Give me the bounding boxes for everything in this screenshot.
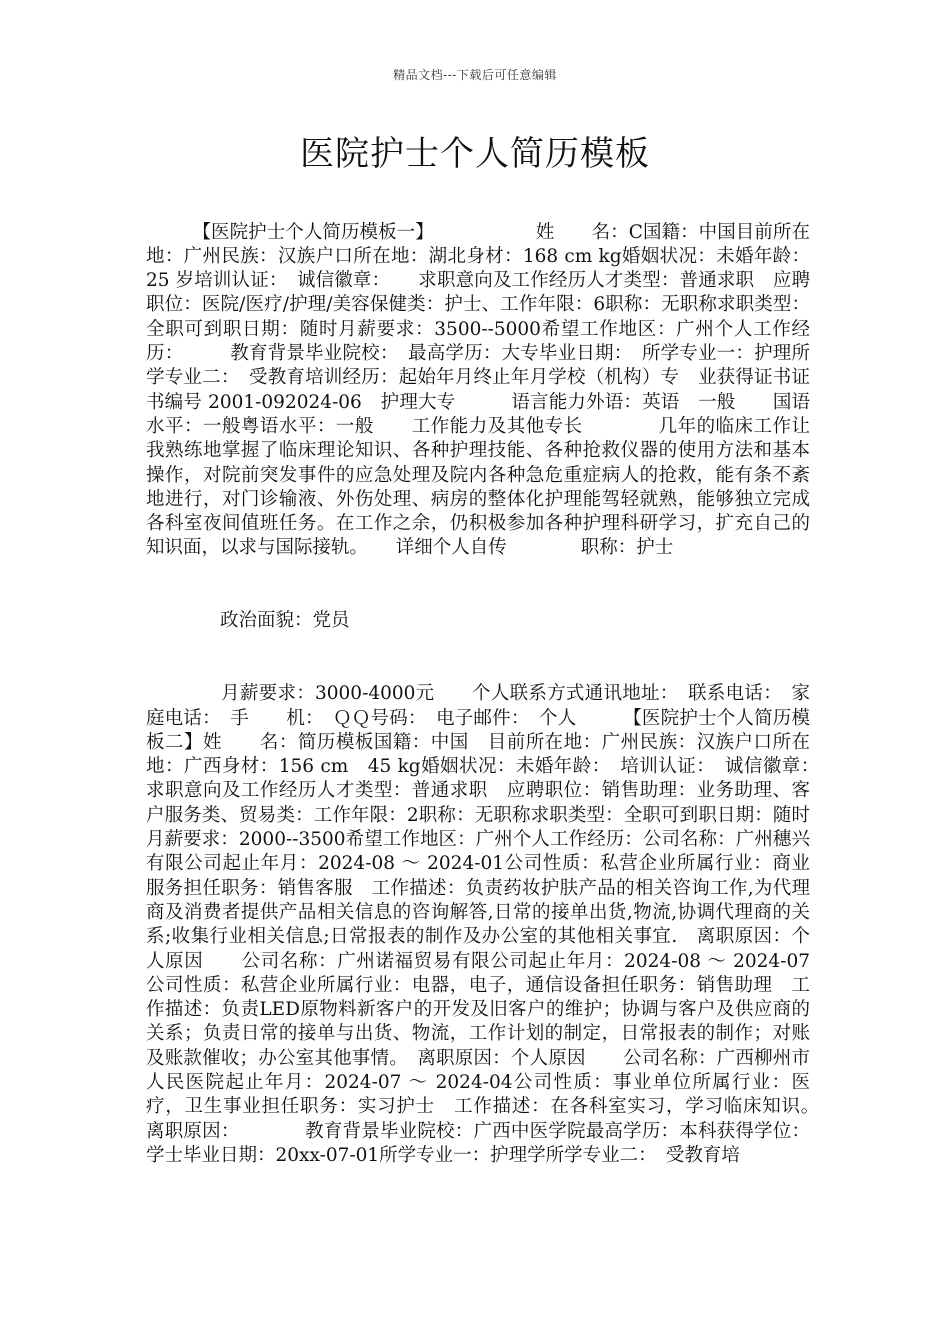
header-note: 精品文档---下载后可任意编辑 [393,68,557,82]
body-paragraph: 政治面貌：党员 [146,610,350,632]
body-paragraph: 月薪要求：3000-4000元 个人联系方式通讯地址： 联系电话： 家庭电话： 手 机： ＱＱ号码： 电子邮件： 个人 【医院护士个人简历模板二】姓 名：简历模板国籍：中国 目前所在地：广州民族：汉族户口所在地：广西身材：156 cm 45 kg婚姻状况：未婚年龄： 培训认证： 诚信徽章： 求职意向及工作经历人才类型：普通求职 应聘职位：销售助理：业务助理、客户服务类、贸易类：工作年限：2职称：无职称求职类型：全职可到职日期：随时月薪要求：2000--3500希望工作地区：广州个人工作经历：公司名称：广州穗兴有限公司起止年月：2024-08 ～ 2024-01公司性质：私营企业所属行业：商业服务担任职务：销售客服 工作描述：负责药妆护肤产品的相关咨询工作,为代理商及消费者提供产品相关信息的咨询解答,日常的接单出货,物流,协调代理商的关系;收集行业相关信息;日常报表的制作及办公室的其他相关事宜. 离职原因：个人原因 公司名称：广州诺福贸易有限公司起止年月：2024-08 ～ 2024-07公司性质：私营企业所属行业：电器，电子，通信设备担任职务：销售助理 工作描述：负责LED原物料新客户的开发及旧客户的维护；协调与客户及供应商的关系；负责日常的接单与出货、物流，工作计划的制定，日常报表的制作；对账及账款催收；办公室其他事情。 离职原因：个人原因 公司名称：广西柳州市人民医院起止年月：2024-07 ～ 2024-04公司性质：事业单位所属行业：医疗，卫生事业担任职务：实习护士 工作描述：在各科室实习，学习临床知识。 离职原因： 教育背景毕业院校：广西中医学院最高学历：本科获得学位：学士毕业日期：20xx-07-01所学专业一：护理学所学专业二： 受教育培 [146,683,829,1166]
body-paragraph: 【医院护士个人简历模板一】 姓 名：C国籍：中国目前所在地：广州民族：汉族户口所在地：湖北身材：168 cm kg婚姻状况：未婚年龄：25 岁培训认证： 诚信徽章： 求职意向及工作经历人才类型：普通求职 应聘职位：医院/医疗/护理/美容保健类：护士、工作年限：6职称：无职称求职类型：全职可到职日期：随时月薪要求：3500--5000希望工作地区：广州个人工作经历： 教育背景毕业院校： 最高学历：大专毕业日期： 所学专业一：护理所学专业二： 受教育培训经历：起始年月终止年月学校（机构）专 业获得证书证书编号 2001-092024-06 护理大专 语言能力外语：英语 一般 国语水平：一般粤语水平：一般 工作能力及其他专长 几年的临床工作让我熟练地掌握了临床理论知识、各种护理技能、各种抢救仪器的使用方法和基本操作，对院前突发事件的应急处理及院内各种急危重症病人的抢救，能有条不紊地进行，对门诊输液、外伤处理、病房的整体化护理能驾轻就熟，能够独立完成各科室夜间值班任务。在工作之余，仍积极参加各种护理科研学习，扩充自己的知识面，以求与国际接轨。 详细个人自传 职称：护士 [146,221,810,559]
document-body [146,172,829,1217]
document-title: 医院护士个人简历模板 [300,134,650,174]
